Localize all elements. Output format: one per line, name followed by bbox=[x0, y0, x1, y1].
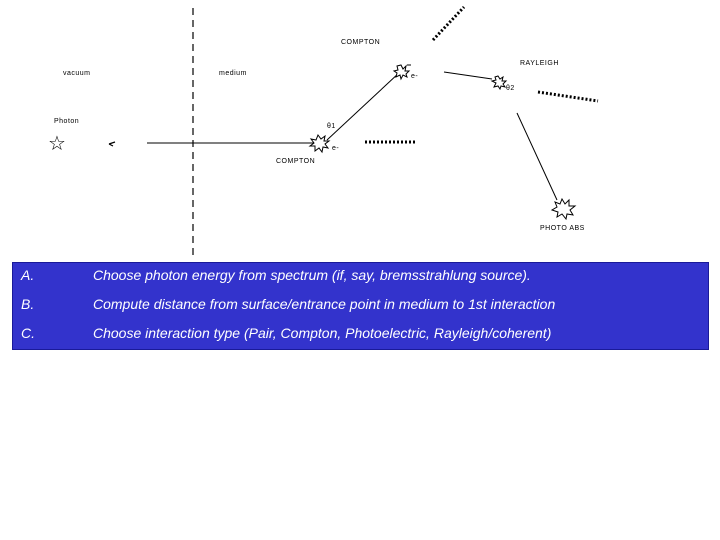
rayleigh-dotted-track bbox=[538, 92, 598, 101]
compton-interaction-burst-icon bbox=[310, 135, 329, 152]
photo-abs-label: PHOTO ABS bbox=[540, 225, 585, 232]
compton-label-mid: COMPTON bbox=[276, 158, 316, 165]
vacuum-label: vacuum bbox=[63, 70, 91, 77]
rayleigh-interaction-burst-icon bbox=[492, 76, 506, 89]
scattered-photon-track-1 bbox=[327, 72, 400, 140]
electron-label-1: e- bbox=[332, 145, 340, 152]
theta-2-label: θ2 bbox=[506, 85, 515, 92]
medium-label: medium bbox=[219, 70, 247, 77]
scattered-photon-track-2 bbox=[444, 72, 492, 79]
photon-source-star-icon: ☆ bbox=[48, 131, 66, 155]
compton-label-top: COMPTON bbox=[341, 39, 381, 46]
step-text: Choose photon energy from spectrum (if, say, bremsstrahlung source). bbox=[93, 267, 531, 283]
step-letter: B. bbox=[21, 296, 35, 312]
step-letter: A. bbox=[21, 267, 35, 283]
step-row-a bbox=[13, 263, 708, 289]
step-row-c bbox=[13, 321, 708, 347]
step-text: Compute distance from surface/entrance point in medium to 1st interaction bbox=[93, 296, 556, 312]
incoming-arrow-icon bbox=[109, 142, 115, 146]
rayleigh-label: RAYLEIGH bbox=[520, 60, 559, 67]
photon-label: Photon bbox=[54, 118, 80, 125]
electron-label-2: e- bbox=[411, 73, 419, 80]
photo-absorption-burst-icon bbox=[552, 199, 575, 219]
recoil-electron-track-2 bbox=[433, 7, 464, 40]
photon-transport-diagram bbox=[0, 0, 720, 262]
step-text: Choose interaction type (Pair, Compton, Photoelectric, Rayleigh/coherent) bbox=[93, 325, 552, 341]
scattered-photon-track-3 bbox=[517, 113, 557, 200]
compton-interaction-burst-icon-2 bbox=[394, 65, 409, 79]
step-row-b bbox=[13, 292, 708, 318]
theta-1-label: θ1 bbox=[327, 123, 336, 130]
step-letter: C. bbox=[21, 325, 35, 341]
monte-carlo-steps-panel bbox=[12, 262, 709, 350]
